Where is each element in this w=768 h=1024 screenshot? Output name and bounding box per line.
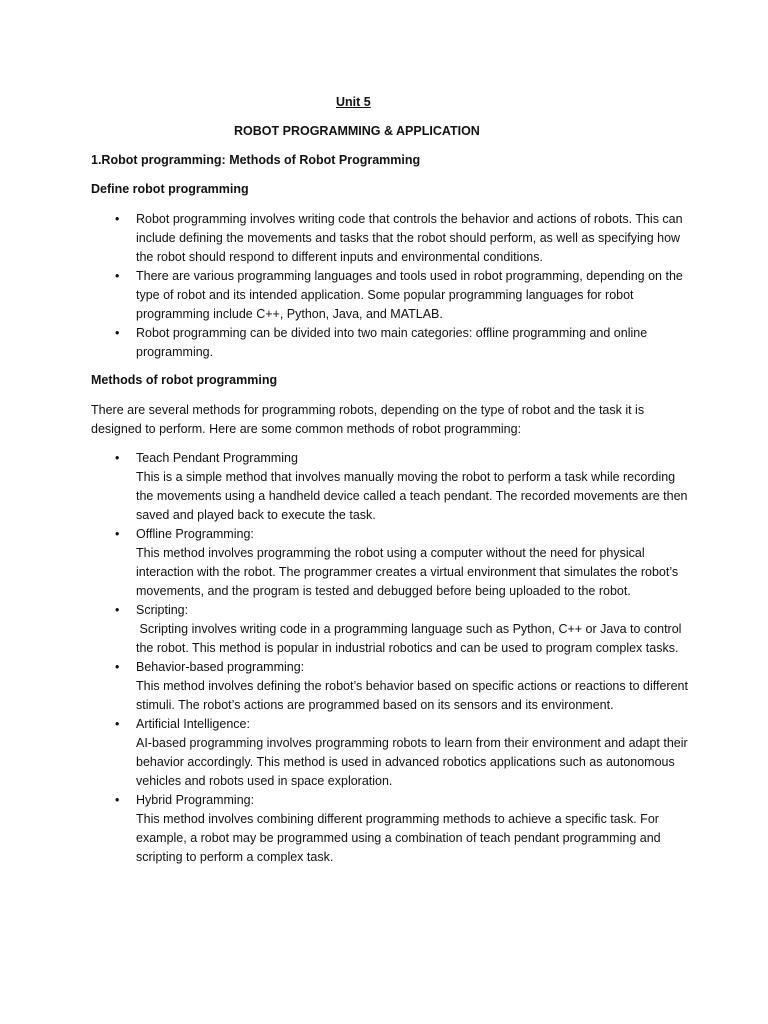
method-description: This method involves defining the robot’s behavior based on specific actions or reactions to different stimuli. The robot’s actions are programmed based on its sensors and its environment. — [136, 679, 688, 712]
list-item — [91, 601, 691, 658]
bullet-icon: • — [115, 451, 120, 465]
bullet-icon: • — [115, 660, 120, 674]
list-item — [91, 324, 691, 362]
bullet-text: There are various programming languages and tools used in robot programming, depending on the type of robot and its intended application. Some popular programming languages for robot programming include C++, Python, Java, and MATLAB. — [136, 269, 683, 321]
define-subheading: Define robot programming — [91, 182, 249, 196]
bullet-icon: • — [115, 793, 120, 807]
method-title: Hybrid Programming: — [136, 793, 255, 807]
method-title: Scripting: — [136, 603, 189, 617]
bullet-icon: • — [115, 717, 120, 731]
bullet-icon: • — [115, 269, 120, 283]
list-item — [91, 449, 691, 525]
bullet-icon: • — [115, 527, 120, 541]
bullet-text: Robot programming can be divided into two main categories: offline programming and online programming. — [136, 326, 648, 359]
methods-intro: There are several methods for programming robots, depending on the type of robot and the task it is designed to perform. Here are some common methods of robot programming: — [91, 403, 645, 436]
unit-label: Unit 5 — [336, 95, 371, 109]
method-title: Artificial Intelligence: — [136, 717, 250, 731]
bullet-icon: • — [115, 326, 120, 340]
method-title: Behavior-based programming: — [136, 660, 305, 674]
list-item — [91, 658, 691, 715]
list-item — [91, 525, 691, 601]
bullet-text: Robot programming involves writing code that controls the behavior and actions of robots. This can include defining the movements and tasks that the robot should perform, as well as specifying how the robot should respond to different inputs and environmental conditions. — [136, 212, 683, 264]
method-description: AI-based programming involves programming robots to learn from their environment and adapt their behavior accordingly. This method is used in advanced robotics applications such as autonomous vehicles and robots used in space exploration. — [136, 736, 688, 788]
methods-heading: Methods of robot programming — [91, 373, 278, 387]
section-heading: 1.Robot programming: Methods of Robot Programming — [91, 153, 421, 167]
methods-bullet-list — [91, 449, 691, 867]
method-description: This is a simple method that involves manually moving the robot to perform a task while recording the movements using a handheld device called a teach pendant. The recorded movements are then saved and played back to execute the task. — [136, 470, 688, 522]
method-description: This method involves combining different programming methods to achieve a specific task. For example, a robot may be programmed using a combination of teach pendant programming and scripting to perform a complex task. — [136, 812, 661, 864]
method-title: Teach Pendant Programming — [136, 451, 298, 465]
list-item — [91, 791, 691, 867]
page-title: ROBOT PROGRAMMING & APPLICATION — [234, 124, 480, 138]
method-description: Scripting involves writing code in a programming language such as Python, C++ or Java to control the robot. This method is popular in industrial robotics and can be used to program complex tasks. — [136, 622, 685, 655]
bullet-icon: • — [115, 212, 120, 226]
method-title: Offline Programming: — [136, 527, 254, 541]
method-description: This method involves programming the robot using a computer without the need for physical interaction with the robot. The programmer creates a virtual environment that simulates the robot’s movements, and the program is tested and debugged before being uploaded to the robot. — [136, 546, 679, 598]
list-item — [91, 267, 691, 324]
bullet-icon: • — [115, 603, 120, 617]
list-item — [91, 210, 691, 267]
list-item — [91, 715, 691, 791]
definition-bullet-list — [91, 210, 691, 362]
